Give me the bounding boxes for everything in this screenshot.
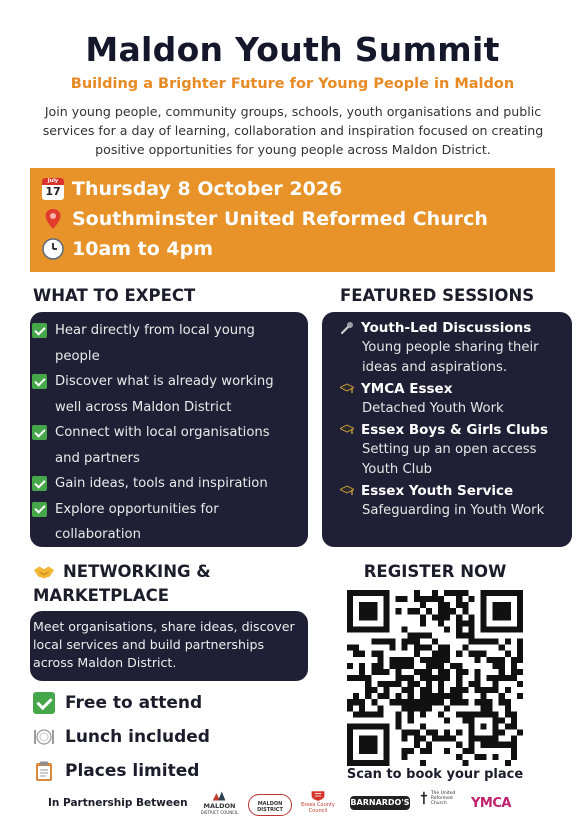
event-time: 10am to 4pm [72, 238, 214, 260]
handshake-icon [33, 564, 55, 580]
cross-icon [420, 790, 428, 806]
page-title: Maldon Youth Summit [85, 30, 500, 69]
page-subtitle: Building a Brighter Future for Young People in Maldon [70, 76, 515, 92]
list-item: Connect with local organisations and partners [32, 420, 292, 471]
calendar-icon [42, 178, 64, 200]
location-pin-icon [42, 208, 64, 230]
session-item [340, 420, 565, 480]
list-item: Gain ideas, tools and inspiration [32, 471, 292, 497]
session-title: Essex Youth Service [361, 483, 514, 499]
check-icon [32, 323, 47, 338]
session-item [340, 379, 565, 419]
featured-sessions-list [340, 318, 565, 522]
perk-lunch: Lunch included [33, 726, 210, 748]
maldon-crest-icon [211, 790, 229, 802]
what-to-expect-list [32, 318, 292, 548]
event-venue-row [42, 208, 488, 230]
what-to-expect-heading: WHAT TO EXPECT [33, 286, 196, 305]
session-item [340, 481, 565, 521]
session-desc: Young people sharing their ideas and aspirations. [362, 340, 539, 375]
graduation-cap-icon [340, 423, 354, 437]
perk-free: Free to attend [33, 692, 202, 714]
maldon-council-logo: MALDON DISTRICT COUNCIL [197, 790, 242, 815]
qr-code[interactable] [347, 590, 523, 766]
event-date-row [42, 178, 342, 200]
microphone-icon [340, 321, 354, 335]
scan-instruction: Scan to book your place [346, 767, 524, 782]
plate-cutlery-icon [33, 726, 55, 748]
clipboard-icon [33, 760, 55, 782]
barnardos-logo: BARNARDO'S [350, 796, 410, 810]
register-heading: REGISTER NOW [363, 562, 507, 581]
check-icon [33, 692, 55, 714]
session-title: YMCA Essex [361, 381, 453, 397]
essex-shield-icon [310, 790, 326, 802]
networking-text: Meet organisations, share ideas, discover local services and build partnerships across Maldon District. [33, 619, 295, 670]
check-icon [32, 476, 47, 491]
partners-label: In Partnership Between [48, 797, 188, 809]
calendar-day: 17 [45, 185, 61, 198]
essex-county-council-logo: Essex County Council [294, 790, 342, 814]
event-time-row [42, 238, 213, 260]
check-icon [32, 502, 47, 517]
session-desc: Safeguarding in Youth Work [362, 503, 545, 518]
session-title: Essex Boys & Girls Clubs [361, 422, 549, 438]
urc-logo: The United Reformed Church [420, 790, 464, 806]
check-icon [32, 374, 47, 389]
session-title: Youth-Led Discussions [361, 320, 532, 336]
event-date: Thursday 8 October 2026 [72, 178, 343, 200]
event-venue: Southminster United Reformed Church [72, 208, 488, 230]
featured-sessions-heading: FEATURED SESSIONS [340, 286, 535, 305]
list-item: Explore opportunities for collaboration [32, 497, 292, 548]
intro-text: Join young people, community groups, schools, youth organisations and public services for a day of learning, collaboration and inspiration focused on creating positive opportunities for young people across Maldon District. [42, 104, 544, 157]
maldon-district-logo: MALDON DISTRICT [248, 794, 292, 816]
session-desc: Setting up an open access Youth Club [362, 442, 537, 477]
check-icon [32, 425, 47, 440]
list-item: Discover what is already working well across Maldon District [32, 369, 292, 420]
session-item [340, 318, 565, 378]
event-details-banner [30, 168, 555, 272]
list-item: Hear directly from local young people [32, 318, 292, 369]
session-desc: Detached Youth Work [362, 401, 504, 416]
networking-heading: NETWORKING & MARKETPLACE [33, 562, 211, 605]
graduation-cap-icon [340, 484, 354, 498]
calendar-month: July [47, 178, 59, 184]
clock-icon [42, 238, 64, 260]
perk-places: Places limited [33, 760, 199, 782]
ymca-logo: YMCA [471, 796, 511, 811]
graduation-cap-icon [340, 382, 354, 396]
